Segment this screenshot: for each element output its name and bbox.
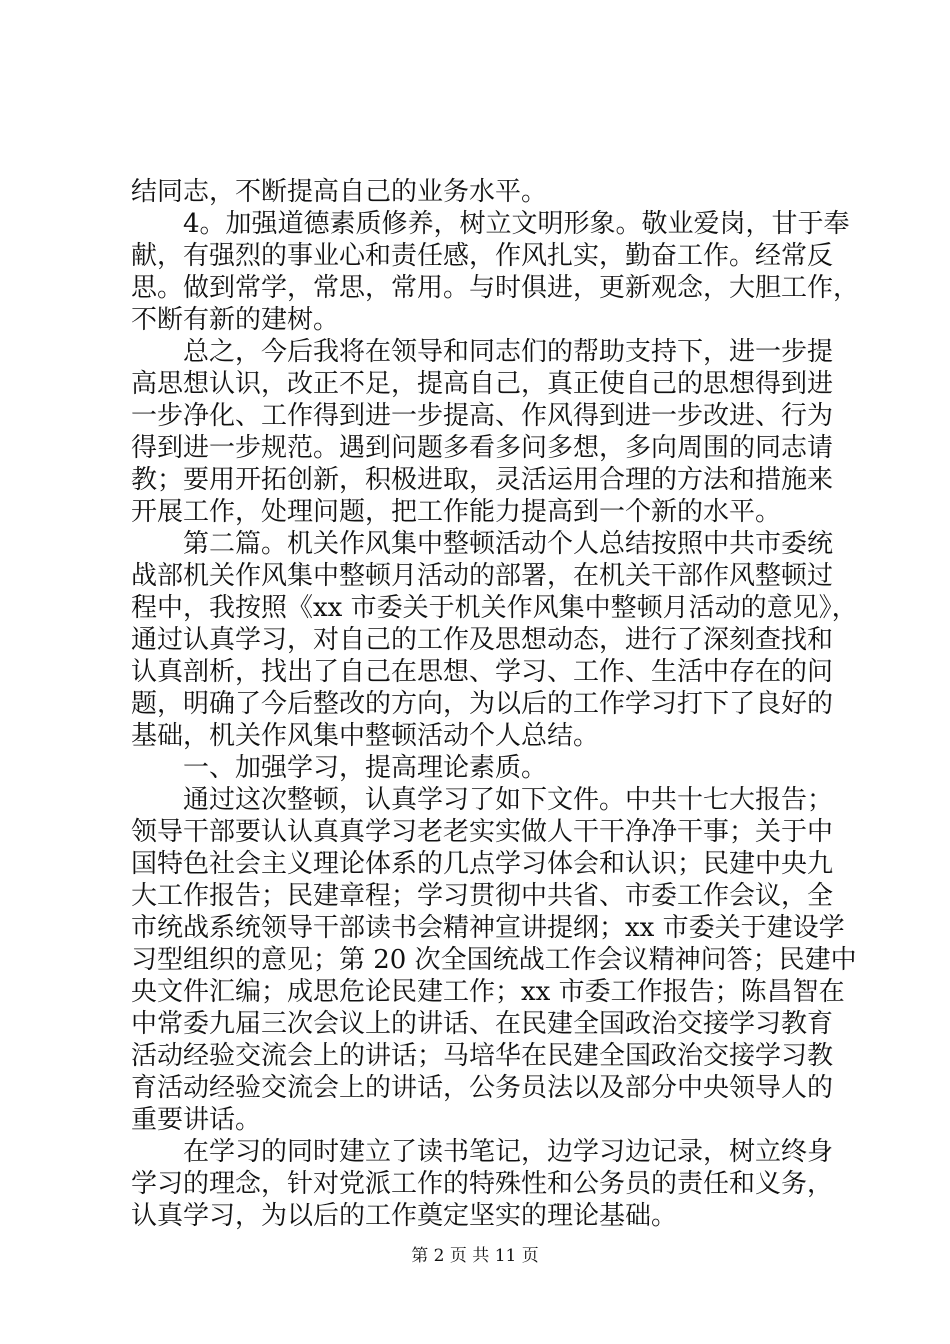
body-line: 认真学习，为以后的工作奠定坚实的理论基础。 — [131, 1201, 678, 1231]
body-line: 国特色社会主义理论体系的几点学习体会和认识；民建中央九 — [131, 849, 834, 879]
body-line: 结同志，不断提高自己的业务水平。 — [131, 177, 548, 207]
body-line: 活动经验交流会上的讲话；马培华在民建全国政治交接学习教 — [131, 1041, 834, 1071]
body-line: 中常委九届三次会议上的讲话、在民建全国政治交接学习教育 — [131, 1009, 834, 1039]
body-line: 开展工作，处理问题，把工作能力提高到一个新的水平。 — [131, 497, 782, 527]
body-line: 4。加强道德素质修养，树立文明形象。敬业爱岗，甘于奉 — [131, 209, 850, 239]
body-line: 育活动经验交流会上的讲话，公务员法以及部分中央领导人的 — [131, 1073, 834, 1103]
body-line: 思。做到常学，常思，常用。与时俱进，更新观念，大胆工作， — [131, 273, 860, 303]
body-line: 习型组织的意见；第 20 次全国统战工作会议精神问答；民建中 — [131, 945, 857, 975]
body-line: 献，有强烈的事业心和责任感，作风扎实，勤奋工作。经常反 — [131, 241, 834, 271]
body-line: 市统战系统领导干部读书会精神宣讲提纲；xx 市委关于建设学 — [131, 913, 845, 943]
body-line: 不断有新的建树。 — [131, 305, 340, 335]
body-line: 学习的理念，针对党派工作的特殊性和公务员的责任和义务， — [131, 1169, 834, 1199]
body-line: 重要讲话。 — [131, 1105, 262, 1135]
body-line: 战部机关作风集中整顿月活动的部署，在机关干部作风整顿过 — [131, 561, 834, 591]
body-line: 央文件汇编；成思危论民建工作；xx 市委工作报告；陈昌智在 — [131, 977, 845, 1007]
body-line: 通过认真学习，对自己的工作及思想动态，进行了深刻查找和 — [131, 625, 834, 655]
body-line: 题，明确了今后整改的方向，为以后的工作学习打下了良好的 — [131, 689, 834, 719]
body-line: 教；要用开拓创新，积极进取，灵活运用合理的方法和措施来 — [131, 465, 834, 495]
body-line: 总之，今后我将在领导和同志们的帮助支持下，进一步提 — [131, 337, 834, 367]
body-line: 通过这次整顿，认真学习了如下文件。中共十七大报告； — [131, 785, 834, 815]
body-line: 认真剖析，找出了自己在思想、学习、工作、生活中存在的问 — [131, 657, 834, 687]
body-line: 第二篇。机关作风集中整顿活动个人总结按照中共市委统 — [131, 529, 834, 559]
section-heading: 一、加强学习，提高理论素质。 — [131, 753, 548, 783]
body-line: 得到进一步规范。遇到问题多看多问多想，多向周围的同志请 — [131, 433, 834, 463]
body-line: 领导干部要认认真真学习老老实实做人干干净净干事；关于中 — [131, 817, 834, 847]
body-line: 程中，我按照《xx 市委关于机关作风集中整顿月活动的意见》， — [131, 593, 858, 623]
body-line: 基础，机关作风集中整顿活动个人总结。 — [131, 721, 600, 751]
body-line: 高思想认识，改正不足，提高自己，真正使自己的思想得到进 — [131, 369, 834, 399]
body-line: 一步净化、工作得到进一步提高、作风得到进一步改进、行为 — [131, 401, 834, 431]
body-line: 在学习的同时建立了读书笔记，边学习边记录，树立终身 — [131, 1137, 834, 1167]
body-line: 大工作报告；民建章程；学习贯彻中共省、市委工作会议，全 — [131, 881, 834, 911]
page-number-footer: 第 2 页 共 11 页 — [411, 1246, 539, 1266]
